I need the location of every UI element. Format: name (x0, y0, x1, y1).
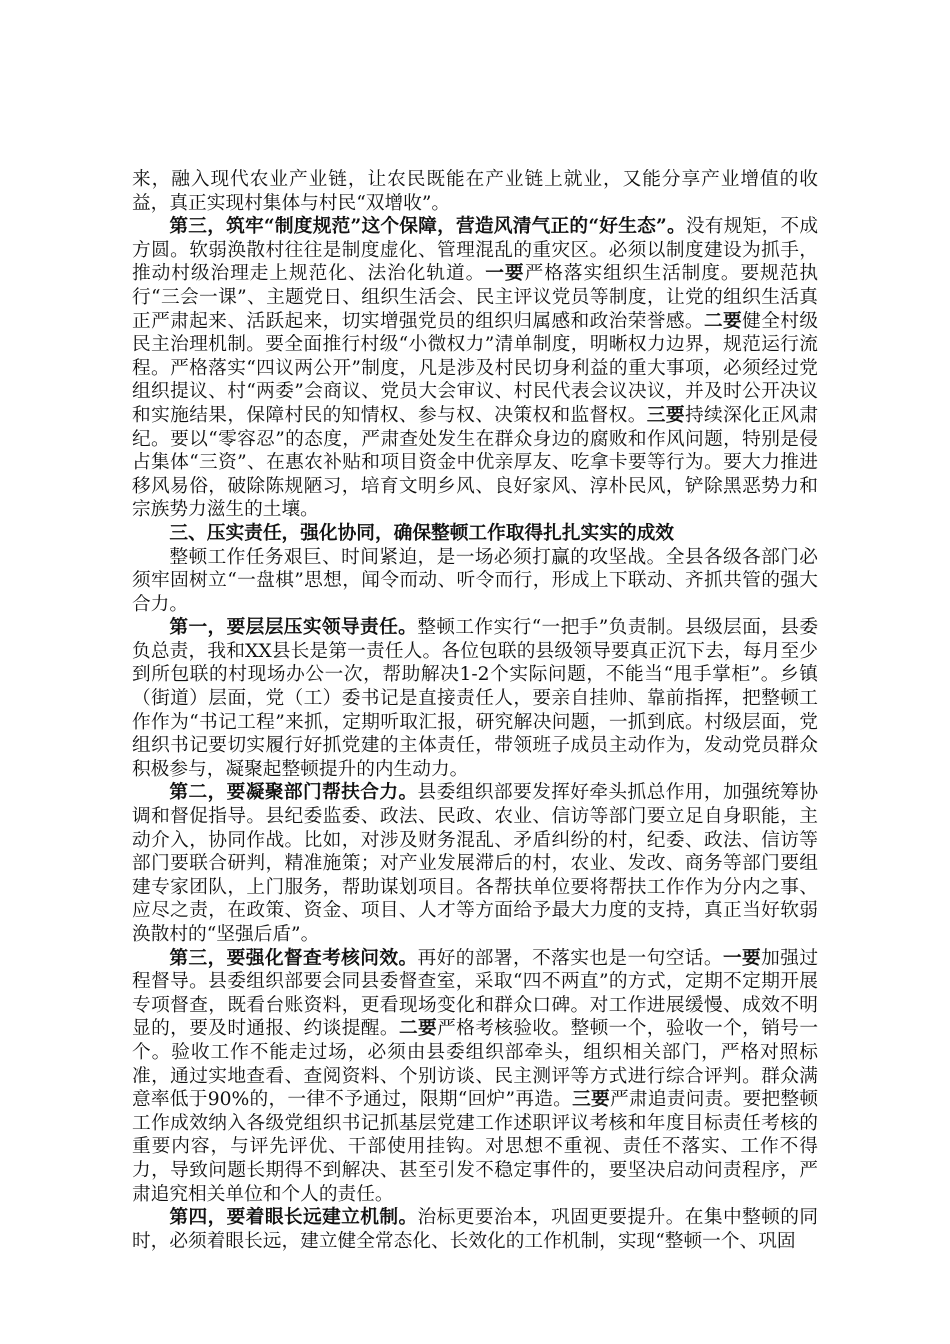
keyword-third: 三要 (572, 1088, 610, 1111)
paragraph-text: 严肃追责问责。要把整顿工作成效纳入各级党组织书记抓基层党建工作述职评议考核和年度目标责任考核的重要内容，与评先评优、干部使用挂钩。对思想不重视、责任不落实、工作不得力，导致问题长期得不到解决、甚至引发不稳定事件的，要坚决启动问责程序，严肃追究相关单位和个人的责任。 (132, 1089, 819, 1205)
paragraph-text: 健全村级民主治理机制。要全面推行村级“小微权力”清单制度，明晰权力边界，规范运行流程。严格落实“四议两公开”制度，凡是涉及村民切身利益的重大事项，必须经过党组织提议、村“两委”会商议、党员大会审议、村民代表会议决议，并及时公开决议和实施结果，保障村民的知情权、参与权、决策权和监督权。 (132, 310, 819, 426)
paragraph-text: 持续深化正风肃纪。要以“零容忍”的态度，严肃查处发生在群众身边的腐败和作风问题，特别是侵占集体“三资”、在惠农补贴和项目资金中优亲厚友、吃拿卡要等行为。要大力推进移风易俗，破除陈规陋习，培育文明乡风、良好家风、淳朴民风，铲除黑恶势力和宗族势力滋生的土壤。 (132, 404, 819, 521)
paragraph-intro (132, 546, 818, 617)
document-body (132, 168, 818, 1253)
paragraph-first-responsibility (132, 616, 818, 781)
keyword-first: 一要 (485, 262, 525, 285)
paragraph-continuation (132, 168, 818, 215)
keyword-second: 二要 (398, 1017, 438, 1040)
keyword-first: 一要 (722, 946, 762, 969)
section-heading-3: 三、压实责任，强化协同，确保整顿工作取得扎扎实实的成效 (169, 521, 674, 544)
paragraph-third-system (132, 215, 818, 522)
paragraph-text: 没有规矩，不成方圆。软弱涣散村往往是制度虚化、管理混乱的重灾区。必须以制度建设为抓手，推动村级治理走上规范化、法治化轨道。 (132, 216, 819, 285)
paragraph-text: 整顿工作任务艰巨、时间紧迫，是一场必须打赢的攻坚战。全县各级各部门必须牢固树立“一盘棋”思想，闻令而动、听令而行，形成上下联动、齐抓共管的强大合力。 (132, 546, 818, 615)
paragraph-text: 整顿工作实行“一把手”负责制。县级层面，县委负总责，我和XX县长是第一责任人。各位包联的县级领导要真正沉下去，每月至少到所包联的村现场办公一次，帮助解决1-2个实际问题，不能当“甩手掌柜”。乡镇（街道）层面，党（工）委书记是直接责任人，要亲自挂帅、靠前指挥，把整顿工作作为“书记工程”来抓，定期听取汇报，研究解决问题，一抓到底。村级层面，党组织书记要切实履行好抓党建的主体责任，带领班子成员主动作为，发动党员群众积极参与，凝聚起整顿提升的内生动力。 (132, 617, 819, 780)
paragraph-lead: 第三，筑牢“制度规范”这个保障，营造风清气正的“好生态”。 (169, 215, 686, 238)
paragraph-lead: 第四，要着眼长远建立机制。 (169, 1206, 418, 1229)
paragraph-text: 严格落实组织生活制度。要规范执行“三会一课”、主题党日、组织生活会、民主评议党员等制度，让党的组织生活真正严肃起来、活跃起来，切实增强党员的组织归属感和政治荣誉感。 (132, 263, 819, 332)
paragraph-text: 来，融入现代农业产业链，让农民既能在产业链上就业，又能分享产业增值的收益，真正实现村集体与村民“双增收”。 (132, 169, 818, 214)
keyword-second: 二要 (703, 309, 743, 332)
paragraph-lead: 第二，要凝聚部门帮扶合力。 (169, 781, 418, 804)
paragraph-lead: 第三，要强化督查考核问效。 (169, 946, 418, 969)
paragraph-text: 加强过程督导。县委组织部要会同县委督查室，采取“四不两直”的方式，定期不定期开展专项督查，既看台账资料，更看现场变化和群众口碑。对工作进展缓慢、成效不明显的，要及时通报、约谈提醒。 (132, 947, 819, 1040)
paragraph-fourth-mechanism (132, 1206, 818, 1253)
paragraph-lead: 第一，要层层压实领导责任。 (169, 616, 418, 639)
paragraph-second-departments (132, 781, 818, 946)
paragraph-text: 再好的部署，不落实也是一句空话。 (417, 947, 723, 969)
paragraph-text: 县委组织部要发挥好牵头抓总作用，加强统筹协调和督促指导。县纪委监委、政法、民政、农业、信访等部门要立足自身职能，主动介入，协同作战。比如，对涉及财务混乱、矛盾纠纷的村，纪委、政法、信访等部门要联合研判，精准施策；对产业发展滞后的村，农业、发改、商务等部门要组建专家团队，上门服务，帮助谋划项目。各帮扶单位要将帮扶工作作为分内之事、应尽之责，在政策、资金、项目、人才等方面给予最大力度的支持，真正当好软弱涣散村的“坚强后盾”。 (132, 782, 819, 945)
paragraph-text: 治标更要治本，巩固更要提升。在集中整顿的同时，必须着眼长远，建立健全常态化、长效化的工作机制，实现“整顿一个、巩固 (132, 1207, 819, 1252)
paragraph-text: 严格考核验收。整顿一个，验收一个，销号一个。验收工作不能走过场，必须由县委组织部牵头，组织相关部门，严格对照标准，通过实地查看、查阅资料、个别访谈、民主测评等方式进行综合评判。群众满意率低于90%的，一律不予通过，限期“回炉”再造。 (132, 1018, 819, 1111)
keyword-third: 三要 (646, 403, 685, 426)
paragraph-third-supervision (132, 947, 818, 1207)
